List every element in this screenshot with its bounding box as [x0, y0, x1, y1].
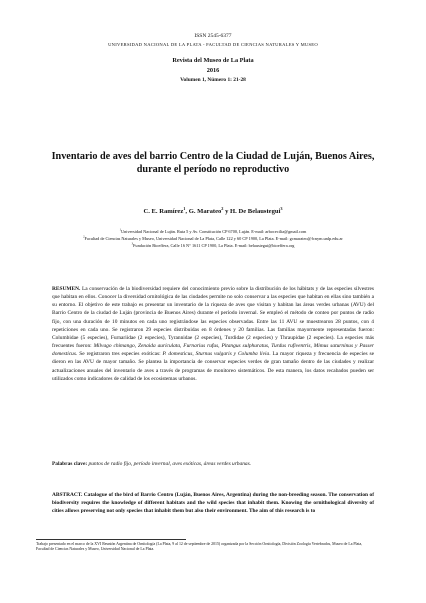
author-sup: 3 [280, 205, 283, 211]
journal-volume: Volumen 1, Número 1: 21-28 [180, 77, 246, 83]
author-line [0, 205, 426, 215]
footnote-divider [36, 539, 186, 540]
affiliation [44, 228, 382, 235]
affiliation-sup: 3 [131, 242, 134, 246]
journal-year: 2016 [206, 67, 220, 74]
abstract-text: . La mayor riqueza y frecuencia de especies se dieron en las AVU de mayor tamaño. Se plantea la importancia de conservar especies verdes de gran tamaño dentro de las ciudades y realizar actualizaciones anuales del inventario de aves a través de programas de monitoreo sistemáticos. De esta manera, los datos recabados pueden ser utilizados como indicadores de calidad de los ecosistemas urbanos. [52, 351, 374, 382]
exotic-species: P. domesticus, Sturnus vulgaris y Columba livia [162, 351, 270, 358]
university-header: UNIVERSIDAD NACIONAL DE LA PLATA - FACULTAD DE CIENCIAS NATURALES Y MUSEO [108, 42, 318, 47]
author-sup: 1 [183, 205, 186, 211]
affiliation-text: Universidad Nacional de Luján. Ruta 5 y Av. Constitución CP 6700, Luján. E-mail: arbocecilia@gmail.com [121, 229, 307, 234]
article-title: Inventario de aves del barrio Centro de la Ciudad de Luján, Buenos Aires, durante el período no reproductivo [51, 151, 375, 175]
abstract-lead: RESUMEN. [52, 286, 81, 292]
author-name: C. E. Ramírez [143, 208, 184, 215]
affiliation-sup: 2 [83, 235, 85, 239]
keywords-value: puntos de radio fijo, período invernal, aves exóticas, áreas verdes urbanas. [87, 461, 252, 467]
author-name: G. Marateo [188, 208, 222, 215]
species-list: Milvago chimango, Zenaida auriculata, Furnarius rufus, Pitangus sulphuratus, Turdus rufiventris, Mimus saturninus y Passer domesticus [52, 343, 374, 358]
author-separator: y [223, 208, 231, 215]
keywords [52, 460, 374, 468]
affiliation-text: Facultad de Ciencias Naturales y Museo, Universidad Nacional de La Plata, Calle 122 y 60 CP 1900, La Plata. E-mail: gcmarateo@fcnym.unlp.edu.ar [84, 236, 343, 242]
abstract-spanish [52, 285, 374, 383]
keywords-label: Palabras clave: [52, 461, 88, 467]
author-separator: , [185, 208, 189, 215]
journal-title: Revista del Museo de La Plata [172, 57, 254, 64]
affiliations [44, 228, 382, 249]
affiliation [44, 235, 382, 242]
affiliation-text: Fundación Bioeffera, Calle 16 N° 1611 CP 1900, La Plata. E-mail: belaustegui@bioeffera.org [133, 243, 295, 249]
issn: ISSN 2545-6377 [194, 33, 232, 39]
footnote: Trabajo presentado en el marco de la XVI Reunión Argentina de Ornitología (La Plata, 9 al 12 de septiembre de 2015) organizada por la Sección Ornitología, División Zoología Vertebrados, Museo de La Plata, Facultad de Ciencias Naturales y Museo, Universidad Nacional de La Plata. [36, 542, 363, 552]
abstract-english: ABSTRACT. Catalogue of the bird of Barrio Centro (Luján, Buenos Aires, Argentina) during the non-breeding season. The conservation of biodiversity requires the knowledge of different habitats and the wild species that inhabit them. Knowing the ornithological diversity of cities allows preserving not only species that inhabit them but also their environment. The aim of this research is to [52, 492, 374, 515]
author-name: H. De Belaustegui [230, 208, 281, 215]
author-sup: 2 [221, 205, 224, 211]
affiliation-sup: 1 [119, 228, 122, 232]
abstract-text: . Se registraron tres especies exóticas: [75, 351, 163, 358]
affiliation [44, 242, 382, 249]
abstract-text: La conservación de la biodiversidad requiere del conocimiento previo sobre la distribución de los hábitats y de las especies silvestres que habitan en ellos. Conocer la diversidad ornitológica de las ciudades permite no solo conservar a las especies que habitan en ellas sino también a su entorno. El objetivo de este trabajo es presentar un inventario de la riqueza de aves que visitan y habitan las áreas verdes urbanas (AVU) del Barrio Centro de la ciudad de Luján (provincia de Buenos Aires) durante el período invernal. Se empleó el método de conteo por puntos de radio fijo, con una duración de 10 minutos en cada uno registrándose las especies observadas. Entre las 11 AVU se muestrearon 28 puntos, con 4 repeticiones en cada uno. Se registraron 29 especies distribuidas en 8 órdenes y 20 familias. Las familias mayormente representadas fueron: Columbidae (5 especies), Furnariidae (2 especies), Tyrannidae (2 especies), Turdidae (2 especies) y Thraupidae (2 especies). La especies más frecuentes fueron: [52, 286, 374, 350]
